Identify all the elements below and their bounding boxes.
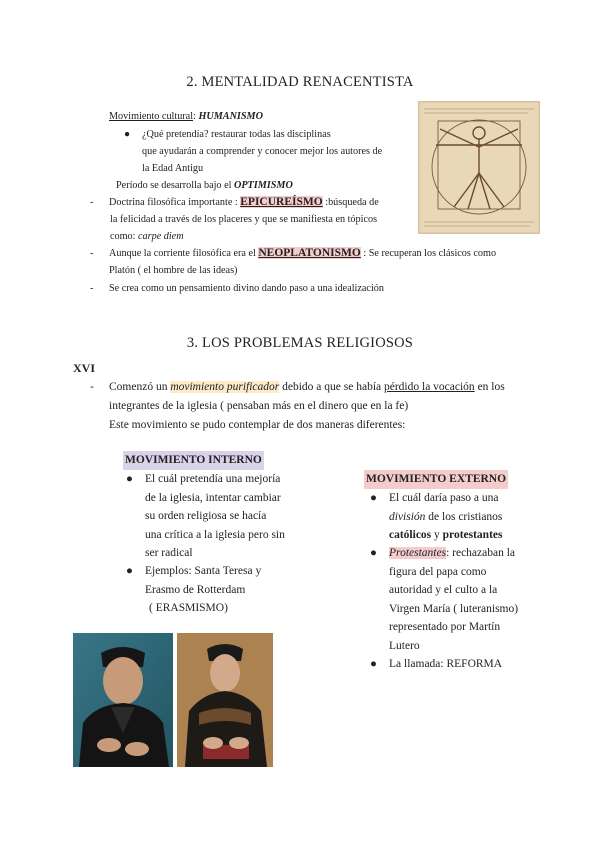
carpe-diem-term: carpe diem (138, 231, 184, 242)
doctrina-line: Doctrina filosófica importante : EPICUREÍSMO :búsqueda de (109, 196, 379, 208)
comenzo-line: Comenzó un movimiento purificador debido a que se había pérdido la vocación en los (109, 381, 505, 393)
catolicos-term: católicos (389, 529, 432, 541)
neoplatonismo-line: Aunque la corriente filosófica era el NEOPLATONISMO : Se recuperan los clásicos como (109, 247, 497, 259)
comenzo-line2: integrantes de la iglesia ( pensaban más en el dinero que en la fe) (109, 400, 409, 412)
epicureismo-term: EPICUREÍSMO (240, 196, 323, 208)
dash-icon: - (90, 248, 94, 259)
dash-icon: - (90, 283, 94, 294)
section-2-title: 2. MENTALIDAD RENACENTISTA (186, 74, 414, 90)
bullet-icon: ● (126, 473, 133, 485)
bullet-icon: ● (370, 492, 377, 504)
dash-icon: - (90, 197, 94, 208)
doctrina-line2: la felicidad a través de los placeres y que se manifiesta en tópicos (110, 214, 378, 225)
optimismo-term: OPTIMISMO (233, 180, 293, 191)
bullet-pretendia: ● ¿Qué pretendía? restaurar todas las disciplinas (124, 126, 331, 143)
division-term: división (389, 510, 426, 523)
doctrina-line3: como: carpe diem (110, 231, 184, 242)
movimiento-cultural-label: Movimiento cultural (109, 111, 194, 122)
bullet-pretendia-line3: la Edad Antigu (142, 163, 204, 174)
movimiento-externo-heading: MOVIMIENTO EXTERNO (364, 470, 508, 489)
bullet-pretendia-line2: que ayudarán a comprender y conocer mejor los autores de (142, 146, 383, 157)
neoplatonismo-line2: Platón ( el hombre de las ideas) (109, 265, 238, 276)
protestantes-term: protestantes (442, 529, 503, 541)
erasmus-portrait (177, 633, 273, 767)
interno-bullet-2: Ejemplos: Santa Teresa y Erasmo de Rotterdam ( ERASMISMO) (145, 565, 262, 614)
comenzo-line3: Este movimiento se pudo contemplar de dos maneras diferentes: (109, 419, 406, 431)
perdido-vocacion-term: pérdido la vocación (384, 381, 475, 393)
movimiento-cultural-line: Movimiento cultural: HUMANISMO (109, 111, 263, 122)
humanismo-term: HUMANISMO (198, 111, 263, 122)
bullet-icon: ● (370, 547, 377, 559)
luther-portrait (73, 633, 173, 767)
pensamiento-line: Se crea como un pensamiento divino dando paso a una idealización (109, 283, 384, 294)
century-label: XVI (73, 361, 96, 375)
bullet-icon: ● (370, 658, 377, 670)
externo-bullet-3: La llamada: REFORMA (389, 658, 503, 670)
movimiento-interno-heading: MOVIMIENTO INTERNO (123, 451, 264, 470)
externo-bullet-1: El cuál daría paso a una división de los cristianos católicos y protestantes (389, 492, 503, 541)
movimiento-purificador-term: movimiento purificador (170, 381, 280, 393)
section-3-title: 3. LOS PROBLEMAS RELIGIOSOS (186, 335, 414, 351)
periodo-line: Período se desarrolla bajo el OPTIMISMO (116, 180, 293, 191)
protestantes-italic-term: Protestantes (389, 547, 447, 559)
dash-icon: - (90, 381, 94, 393)
bullet-icon: ● (126, 565, 133, 577)
externo-bullet-2: Protestantes: rechazaban la figura del papa como autoridad y el culto a la Virgen María ( luteranismo) representado por Martín Lutero (389, 547, 519, 652)
bullet-icon: ● (124, 129, 131, 140)
vitruvian-man-image (418, 101, 540, 234)
interno-bullet-1: El cuál pretendía una mejoría de la iglesia, intentar cambiar su orden religiosa se hacía una crítica a la iglesia pero sin ser radical (145, 473, 285, 559)
neoplatonismo-term: NEOPLATONISMO (258, 247, 361, 259)
